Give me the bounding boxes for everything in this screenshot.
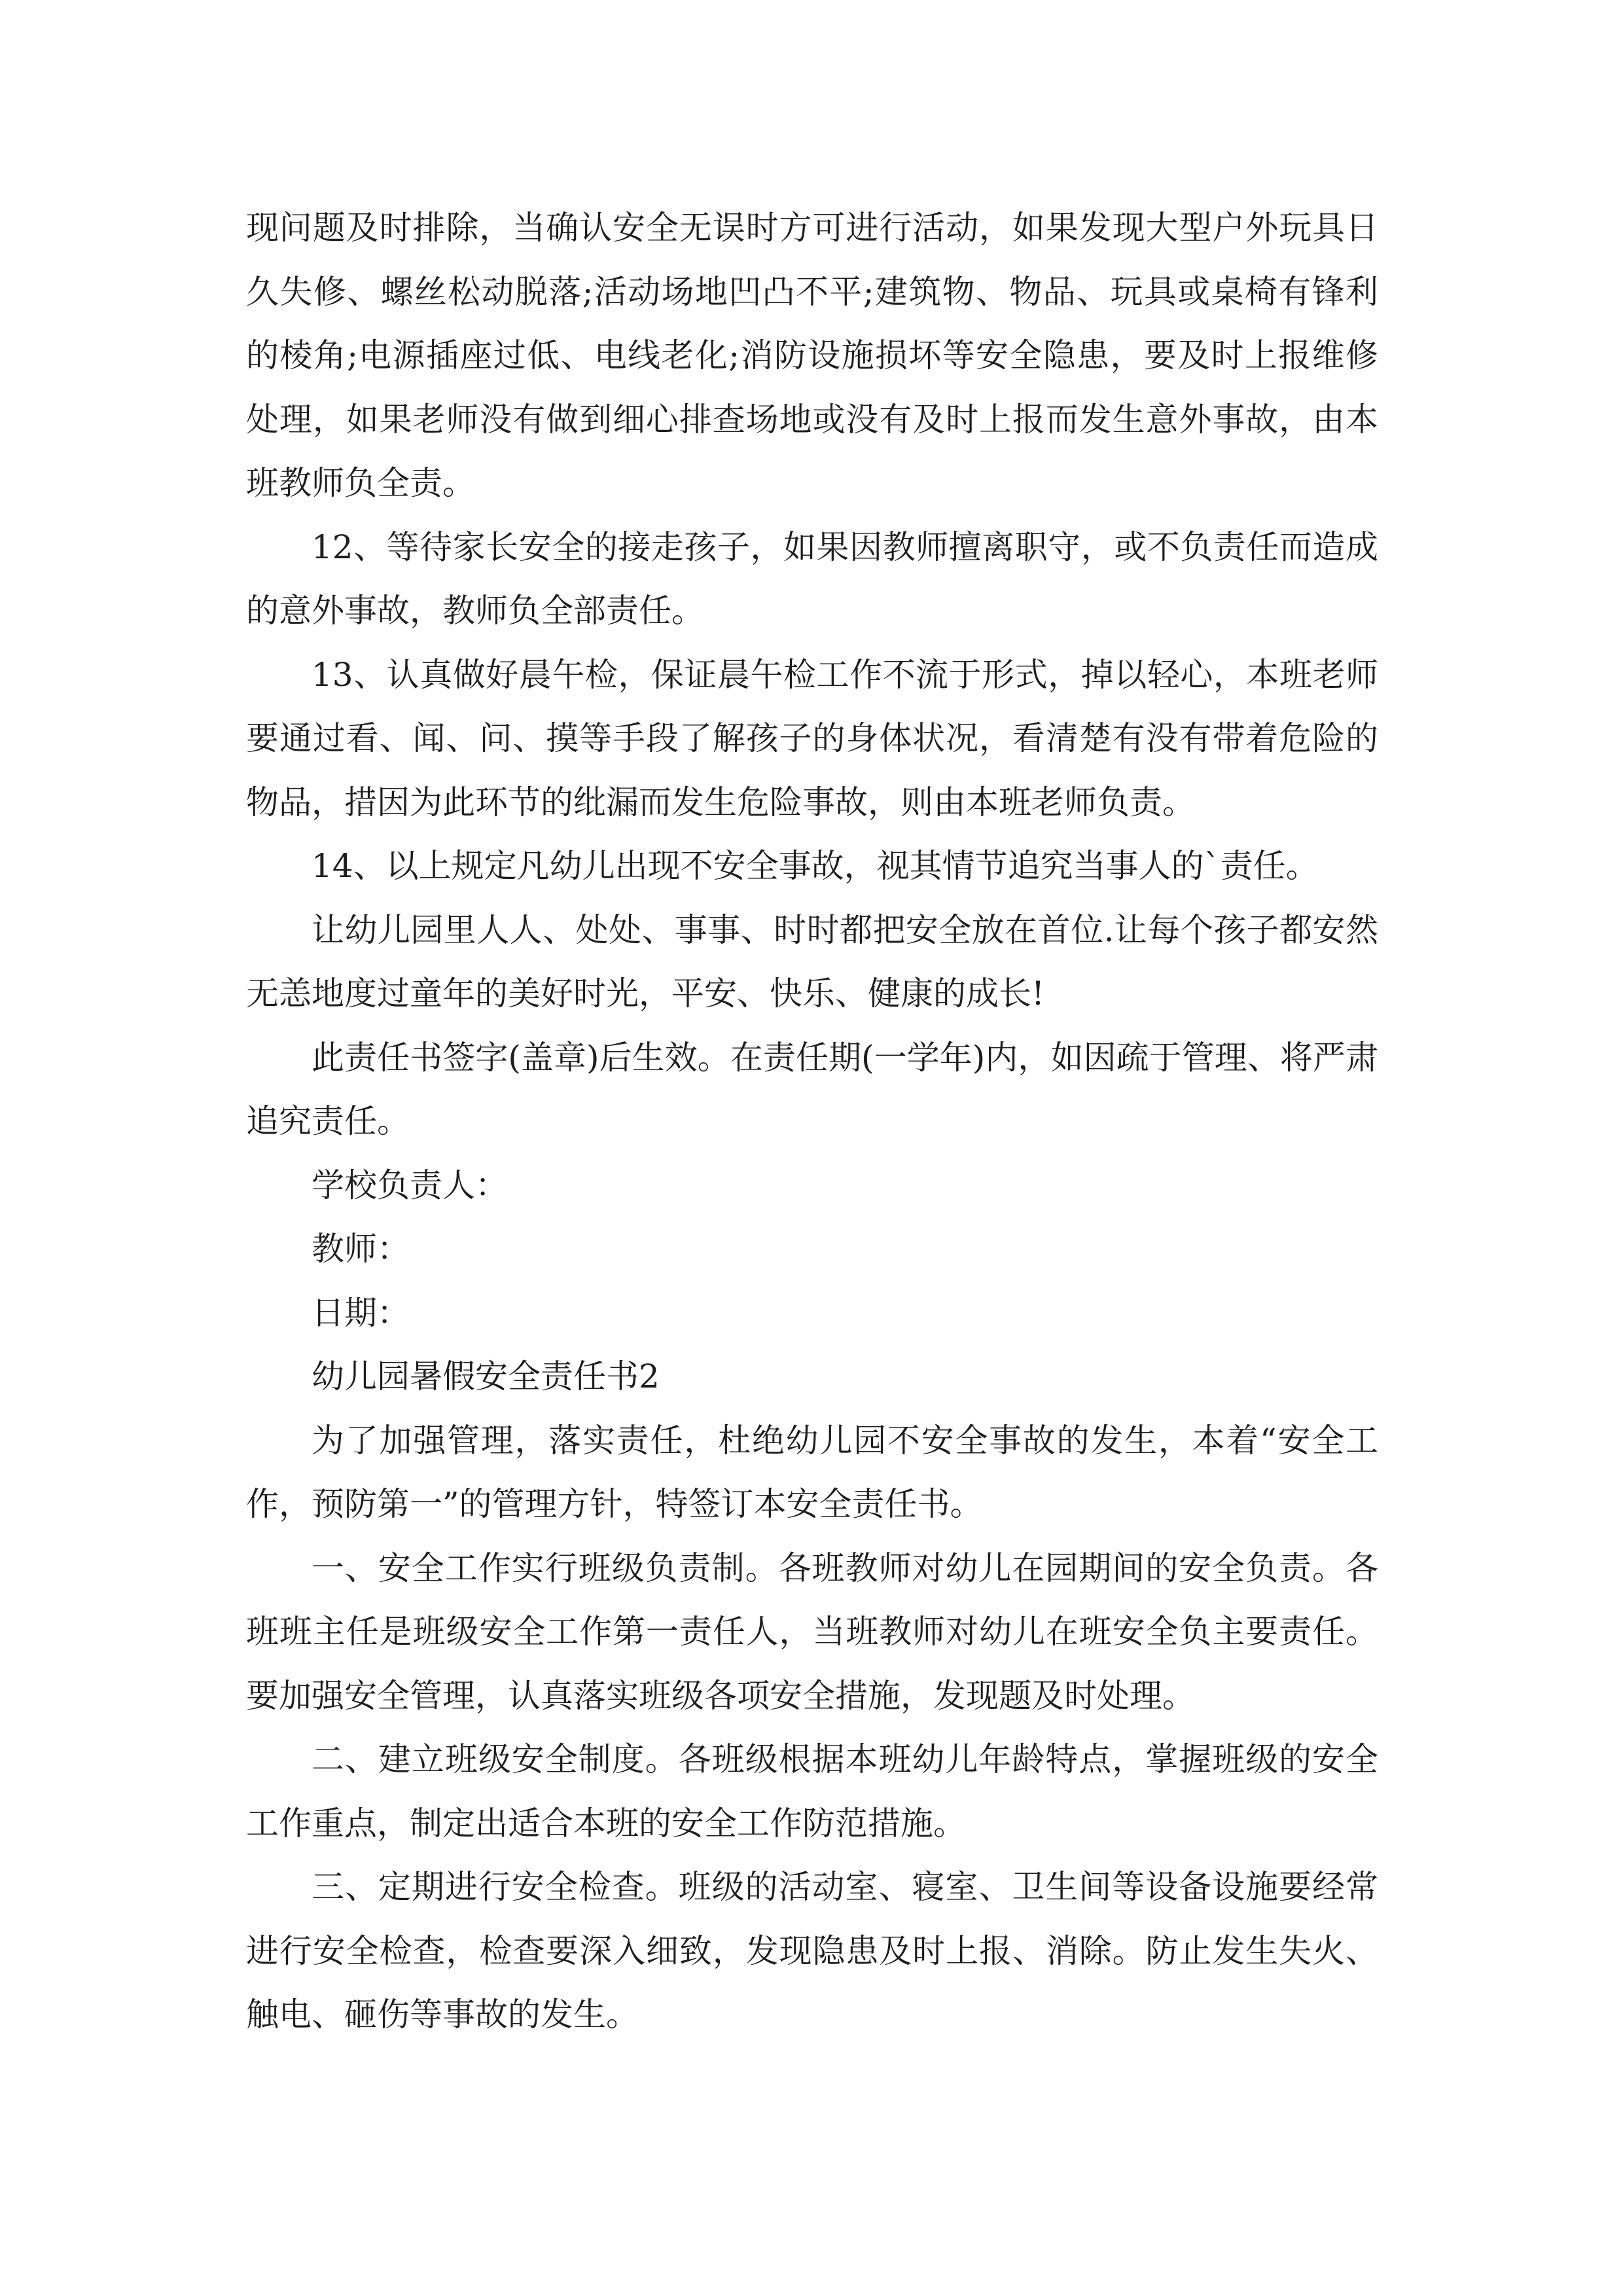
signature-date: 日期： — [312, 1293, 410, 1332]
paragraph-clause-3: 三、定期进行安全检查。班级的活动室、寝室、卫生间等设备设施要经常进行安全检查，检查要深入细致，发现隐患及时上报、消除。防止发生失火、触电、砸伤等事故的发生。 — [246, 1868, 1378, 2034]
paragraph-item-12: 12、等待家长安全的接走孩子，如果因教师擅离职守，或不负责任而造成的意外事故，教师负全部责任。 — [246, 528, 1378, 630]
paragraph-clause-2: 二、建立班级安全制度。各班级根据本班幼儿年龄特点，掌握班级的安全工作重点，制定出适合本班的安全工作防范措施。 — [246, 1740, 1378, 1842]
section-title: 幼儿园暑假安全责任书2 — [312, 1357, 660, 1395]
signature-school-head: 学校负责人： — [312, 1166, 508, 1204]
paragraph-effective-clause: 此责任书签字(盖章)后生效。在责任期(一学年)内，如因疏于管理、将严肃追究责任。 — [246, 1038, 1378, 1140]
document-body — [246, 196, 1378, 2047]
paragraph-clause-1: 一、安全工作实行班级负责制。各班教师对幼儿在园期间的安全负责。各班班主任是班级安全工作第一责任人，当班教师对幼儿在班安全负主要责任。要加强安全管理，认真落实班级各项安全措施，发现题及时处理。 — [246, 1549, 1378, 1715]
paragraph-safety-goal: 让幼儿园里人人、处处、事事、时时都把安全放在首位.让每个孩子都安然无恙地度过童年的美好时光，平安、快乐、健康的成长! — [246, 910, 1378, 1013]
paragraph-continuation: 现问题及时排除，当确认安全无误时方可进行活动，如果发现大型户外玩具日久失修、螺丝松动脱落;活动场地凹凸不平;建筑物、物品、玩具或桌椅有锋利的棱角;电源插座过低、电线老化;消防设施损坏等安全隐患，要及时上报维修处理，如果老师没有做到细心排查场地或没有及时上报而发生意外事故，由本班教师负全责。 — [246, 209, 1378, 502]
signature-teacher: 教师： — [312, 1230, 410, 1268]
paragraph-item-13: 13、认真做好晨午检，保证晨午检工作不流于形式，掉以轻心，本班老师要通过看、闻、问、摸等手段了解孩子的身体状况，看清楚有没有带着危险的物品，措因为此环节的纰漏而发生危险事故，则由本班老师负责。 — [246, 655, 1378, 821]
paragraph-intro: 为了加强管理，落实责任，杜绝幼儿园不安全事故的发生，本着“安全工作，预防第一”的管理方针，特签订本安全责任书。 — [246, 1421, 1378, 1523]
paragraph-item-14: 14、以上规定凡幼儿出现不安全事故，视其情节追究当事人的`责任。 — [312, 847, 1319, 885]
